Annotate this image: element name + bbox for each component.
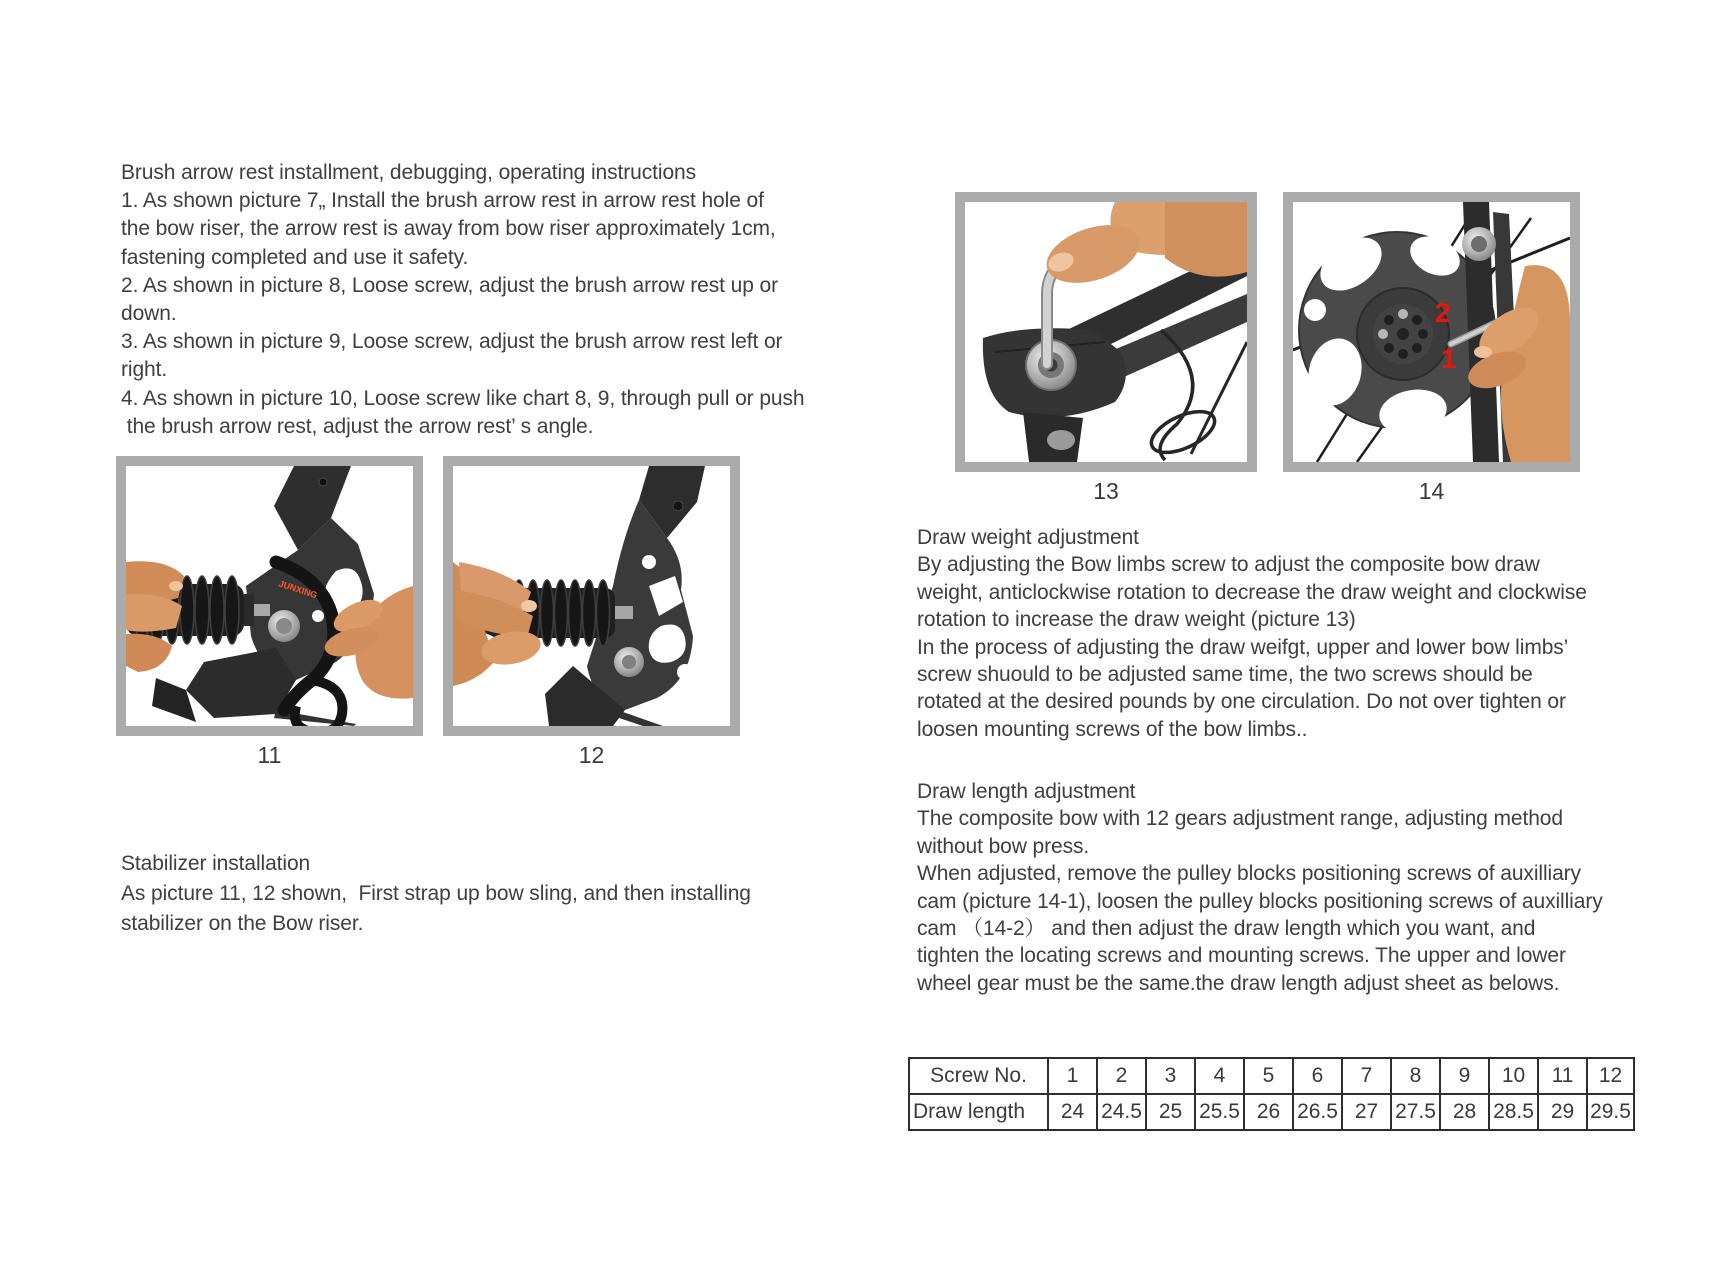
text-line: 4. As shown in picture 10, Loose screw like chart 8, 9, through pull or push xyxy=(121,386,805,410)
table-cell: 5 xyxy=(1244,1058,1293,1094)
section-title: Stabilizer installation xyxy=(121,852,311,875)
draw-weight-adjustment-section xyxy=(917,524,1677,743)
section-title: Draw weight adjustment xyxy=(917,526,1139,549)
text-line: stabilizer on the Bow riser. xyxy=(121,912,364,935)
figure-13 xyxy=(955,192,1257,505)
limb-screw-adjust-photo-13 xyxy=(965,202,1247,462)
text-line: right. xyxy=(121,358,168,382)
figure-12-label: 12 xyxy=(578,742,605,768)
text-line: When adjusted, remove the pulley blocks positioning screws of auxilliary xyxy=(917,862,1581,886)
text-line: screw shuould to be adjusted same time, the two screws should be xyxy=(917,663,1533,687)
table-cell: 24.5 xyxy=(1097,1094,1146,1130)
photo-frame-13 xyxy=(955,192,1257,472)
figure-12 xyxy=(443,456,740,769)
text-line: The composite bow with 12 gears adjustment range, adjusting method xyxy=(917,807,1563,831)
table-cell: 10 xyxy=(1489,1058,1538,1094)
table-cell: 25 xyxy=(1146,1094,1195,1130)
text-line: Brush arrow rest installment, debugging, operating instructions xyxy=(121,161,697,184)
text-line: tighten the locating screws and mounting screws. The upper and lower xyxy=(917,944,1566,968)
figure-11 xyxy=(116,456,423,769)
table-header-row xyxy=(909,1058,1634,1094)
bow-stabilizer-photo-12 xyxy=(453,466,730,726)
figure-14-label: 14 xyxy=(1418,478,1445,504)
table-cell: Screw No. xyxy=(909,1058,1048,1094)
text-line: rotation to increase the draw weight (picture 13) xyxy=(917,608,1356,632)
text-line: 1. As shown picture 7„ Install the brush arrow rest in arrow rest hole of xyxy=(121,189,764,213)
text-line: 3. As shown in picture 9, Loose screw, adjust the brush arrow rest left or xyxy=(121,330,783,354)
draw-length-adjustment-section xyxy=(917,778,1677,997)
bow-stabilizer-photo-11 xyxy=(126,466,413,726)
text-line: the bow riser, the arrow rest is away from bow riser approximately 1cm, xyxy=(121,217,776,241)
text-line: cam (picture 14-1), loosen the pulley blocks positioning screws of auxilliary xyxy=(917,889,1603,913)
table-cell: 2 xyxy=(1097,1058,1146,1094)
table-cell: 11 xyxy=(1538,1058,1587,1094)
cam-annotation-1: 1 xyxy=(1441,343,1457,374)
text-line: weight, anticlockwise rotation to decrease the draw weight and clockwise xyxy=(917,580,1587,604)
table-cell: 29.5 xyxy=(1587,1094,1634,1130)
table-cell: 7 xyxy=(1342,1058,1391,1094)
table-cell: 12 xyxy=(1587,1058,1634,1094)
table-cell: 26.5 xyxy=(1293,1094,1342,1130)
text-line: As picture 11, 12 shown, First strap up bow sling, and then installing xyxy=(121,882,751,905)
cam-annotation-2: 2 xyxy=(1435,297,1451,328)
figure-11-label: 11 xyxy=(257,742,282,768)
figure-13-label: 13 xyxy=(1093,478,1119,504)
text-line: In the process of adjusting the draw weifgt, upper and lower bow limbs’ xyxy=(917,635,1569,659)
table-cell: 25.5 xyxy=(1195,1094,1244,1130)
table-cell: 6 xyxy=(1293,1058,1342,1094)
photo-frame-12 xyxy=(443,456,740,736)
table-cell: 24 xyxy=(1048,1094,1097,1130)
table-cell: 8 xyxy=(1391,1058,1440,1094)
text-line: down. xyxy=(121,302,177,326)
text-line: cam （14-2） and then adjust the draw length which you want, and xyxy=(917,917,1536,941)
strap-brand-text: JUNXING xyxy=(277,578,319,601)
text-line: By adjusting the Bow limbs screw to adjust the composite bow draw xyxy=(917,553,1540,577)
figure-14 xyxy=(1283,192,1580,505)
table-cell: Draw length xyxy=(909,1094,1048,1130)
table-cell: 28.5 xyxy=(1489,1094,1538,1130)
cam-pulley-photo-14 xyxy=(1293,202,1570,462)
photo-frame-14 xyxy=(1283,192,1580,472)
text-line: 2. As shown in picture 8, Loose screw, adjust the brush arrow rest up or xyxy=(121,273,778,297)
table-cell: 27 xyxy=(1342,1094,1391,1130)
table-data-row xyxy=(909,1094,1634,1130)
table-cell: 29 xyxy=(1538,1094,1587,1130)
text-line: rotated at the desired pounds by one circulation. Do not over tighten or xyxy=(917,690,1566,714)
text-line: fastening completed and use it safety. xyxy=(121,245,469,269)
table-cell: 1 xyxy=(1048,1058,1097,1094)
table-cell: 9 xyxy=(1440,1058,1489,1094)
text-line: the brush arrow rest, adjust the arrow rest’ s angle. xyxy=(121,414,594,438)
text-line: loosen mounting screws of the bow limbs.. xyxy=(917,717,1308,741)
section-title: Draw length adjustment xyxy=(917,780,1136,803)
photo-frame-11 xyxy=(116,456,423,736)
text-line: without bow press. xyxy=(917,834,1090,858)
stabilizer-installation-section xyxy=(121,849,921,939)
table-cell: 26 xyxy=(1244,1094,1293,1130)
table-cell: 27.5 xyxy=(1391,1094,1440,1130)
table-cell: 28 xyxy=(1440,1094,1489,1130)
table-cell: 4 xyxy=(1195,1058,1244,1094)
draw-length-table xyxy=(908,1057,1635,1131)
text-line: wheel gear must be the same.the draw length adjust sheet as belows. xyxy=(917,971,1560,995)
brush-arrow-rest-instructions xyxy=(121,159,921,441)
table-cell: 3 xyxy=(1146,1058,1195,1094)
